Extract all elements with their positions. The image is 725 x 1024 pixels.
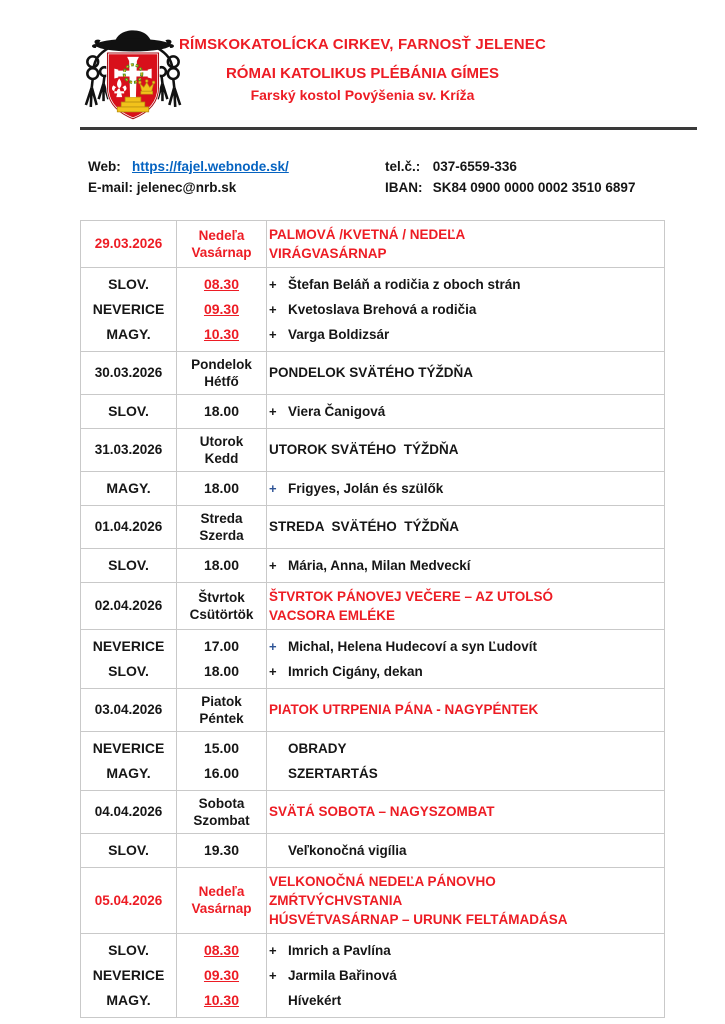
- feast-title-line: VELKONOČNÁ NEDEĽA PÁNOVHO: [269, 873, 496, 889]
- feast-title-cell: [267, 582, 665, 629]
- date-cell: [81, 867, 177, 933]
- table-row: [81, 688, 665, 731]
- table-row: [81, 471, 665, 505]
- time-cell: [177, 731, 267, 790]
- intention-line: [269, 272, 662, 297]
- day-name-line: Pondelok: [191, 356, 252, 372]
- feast-title-line: ŠTVRTOK PÁNOVEJ VEČERE – AZ UTOLSÓ: [269, 588, 554, 604]
- mass-schedule-table: [80, 220, 665, 1018]
- day-name-line: Utorok: [199, 433, 244, 449]
- contact-left-column: [88, 156, 385, 198]
- cross-plus-mark: +: [269, 942, 277, 958]
- day-name-line: Kedd: [204, 450, 239, 466]
- intention-line: [269, 659, 662, 684]
- date-text: 01.04.2026: [94, 519, 163, 535]
- date-cell: [81, 428, 177, 471]
- time-line: 10.30: [203, 991, 240, 1008]
- time-line: 09.30: [203, 300, 240, 317]
- feast-title-cell: [267, 351, 665, 394]
- contact-block: [88, 156, 688, 198]
- feast-title-cell: [267, 505, 665, 548]
- feast-title-line: VIRÁGVASÁRNAP: [269, 245, 387, 261]
- intention-line: [269, 736, 662, 761]
- day-name-line: Sobota: [198, 795, 245, 811]
- place-line: SLOV.: [108, 402, 149, 419]
- time-cell: [177, 267, 267, 351]
- cross-plus-mark: +: [269, 326, 277, 342]
- intention-line: [269, 297, 662, 322]
- intention-line: [269, 838, 662, 863]
- place-cell: [81, 933, 177, 1017]
- date-text: 03.04.2026: [94, 702, 163, 718]
- cross-plus-mark: +: [269, 301, 277, 317]
- day-name-cell: [177, 867, 267, 933]
- iban-label: IBAN:: [385, 179, 423, 195]
- time-line: 18.00: [203, 556, 240, 573]
- feast-title-line: STREDA SVÄTÉHO TÝŽDŇA: [269, 519, 460, 535]
- tel-label: tel.č.:: [385, 158, 421, 174]
- feast-title-line: PONDELOK SVÄTÉHO TÝŽDŇA: [269, 365, 474, 381]
- day-name-cell: [177, 351, 267, 394]
- parish-title-hungarian: RÓMAI KATOLIKUS PLÉBÁNIA GÍMES: [225, 65, 500, 83]
- place-line: SLOV.: [108, 556, 149, 573]
- intention-text: Varga Boldizsár: [288, 326, 390, 342]
- day-name-line: Szerda: [199, 527, 244, 543]
- table-row: [81, 505, 665, 548]
- parish-title-slovak: RÍMSKOKATOLÍCKA CIRKEV, FARNOSŤ JELENEC: [178, 36, 546, 53]
- feast-title-line: SVÄTÁ SOBOTA – NAGYSZOMBAT: [269, 804, 495, 820]
- time-line: 18.00: [203, 479, 240, 496]
- crown-icon: [139, 80, 155, 95]
- intention-line: [269, 553, 662, 578]
- intention-line: [269, 399, 662, 424]
- intention-cell: [267, 394, 665, 428]
- time-cell: [177, 833, 267, 867]
- table-row: [81, 351, 665, 394]
- day-name-line: Péntek: [199, 710, 244, 726]
- table-row: [81, 833, 665, 867]
- place-line: SLOV.: [108, 662, 149, 679]
- intention-text: Imrich a Pavlína: [288, 942, 391, 958]
- place-line: SLOV.: [108, 275, 149, 292]
- date-text: 30.03.2026: [94, 365, 163, 381]
- place-cell: [81, 833, 177, 867]
- day-name-line: Streda: [200, 510, 243, 526]
- parish-coat-of-arms-icon: [79, 26, 187, 130]
- iban-line: [385, 177, 688, 198]
- feast-title-cell: [267, 688, 665, 731]
- intention-line: [269, 988, 662, 1013]
- place-line: NEVERICE: [92, 300, 165, 317]
- day-name-line: Szombat: [193, 812, 250, 828]
- place-line: SLOV.: [108, 941, 149, 958]
- intention-cell: [267, 833, 665, 867]
- table-row: [81, 582, 665, 629]
- intention-text: Frigyes, Jolán és szülők: [288, 480, 444, 496]
- contact-right-column: [385, 156, 688, 198]
- cross-plus-mark: +: [269, 557, 277, 573]
- date-text: 05.04.2026: [94, 892, 163, 908]
- tel-line: [385, 156, 688, 177]
- feast-title-line: HÚSVÉTVASÁRNAP – URUNK FELTÁMADÁSA: [269, 911, 568, 927]
- table-row: [81, 394, 665, 428]
- table-row: [81, 867, 665, 933]
- date-cell: [81, 351, 177, 394]
- place-line: MAGY.: [106, 325, 151, 342]
- date-cell: [81, 582, 177, 629]
- intention-text: Viera Čanigová: [288, 403, 386, 419]
- day-name-cell: [177, 688, 267, 731]
- place-cell: [81, 731, 177, 790]
- intention-line: [269, 322, 662, 347]
- day-name-line: Nedeľa: [198, 227, 245, 243]
- place-cell: [81, 471, 177, 505]
- email-label: E-mail:: [88, 179, 134, 195]
- time-cell: [177, 629, 267, 688]
- table-row: [81, 220, 665, 267]
- tel-value: 037-6559-336: [432, 158, 517, 174]
- intention-text: Veľkonočná vigília: [288, 842, 407, 858]
- web-label: Web:: [88, 158, 121, 174]
- page-header: [0, 0, 725, 103]
- date-cell: [81, 790, 177, 833]
- intention-line: [269, 963, 662, 988]
- feast-title-line: PALMOVÁ /KVETNÁ / NEDEĽA: [269, 226, 466, 242]
- intention-line: [269, 938, 662, 963]
- galero-cord-left-icon: [86, 48, 109, 107]
- time-cell: [177, 394, 267, 428]
- day-name-line: Vasárnap: [191, 901, 252, 917]
- email-line: [88, 177, 385, 198]
- place-cell: [81, 548, 177, 582]
- schedule-table-body: [81, 220, 665, 1017]
- table-row: [81, 790, 665, 833]
- galero-cord-right-icon: [157, 48, 180, 107]
- cross-plus-mark: +: [269, 480, 277, 496]
- cross-plus-mark: +: [269, 276, 277, 292]
- date-text: 29.03.2026: [94, 236, 163, 252]
- day-name-line: Csütörtök: [189, 606, 254, 622]
- time-line: 18.00: [203, 402, 240, 419]
- day-name-line: Nedeľa: [198, 884, 245, 900]
- intention-line: [269, 476, 662, 501]
- time-line: 19.30: [203, 841, 240, 858]
- intention-text: Mária, Anna, Milan Medveckí: [288, 557, 471, 573]
- intention-line: [269, 761, 662, 786]
- feast-title-line: PIATOK UTRPENIA PÁNA - NAGYPÉNTEK: [269, 702, 539, 718]
- date-text: 02.04.2026: [94, 598, 163, 614]
- place-line: MAGY.: [106, 479, 151, 496]
- intention-cell: [267, 267, 665, 351]
- intention-text: Michal, Helena Hudecoví a syn Ľudovít: [288, 638, 538, 654]
- intention-text: SZERTARTÁS: [288, 765, 378, 781]
- intention-text: OBRADY: [288, 740, 347, 756]
- place-cell: [81, 267, 177, 351]
- feast-title-line: VACSORA EMLÉKE: [269, 607, 396, 623]
- intention-cell: [267, 548, 665, 582]
- header-divider: [80, 127, 697, 130]
- date-cell: [81, 688, 177, 731]
- day-name-line: Hétfő: [204, 373, 239, 389]
- cross-plus-mark: +: [269, 967, 277, 983]
- feast-title-line: ZMŔTVÝCHVSTANIA: [269, 892, 403, 908]
- intention-cell: [267, 933, 665, 1017]
- date-text: 04.04.2026: [94, 804, 163, 820]
- day-name-cell: [177, 790, 267, 833]
- feast-title-cell: [267, 428, 665, 471]
- place-line: NEVERICE: [92, 966, 165, 983]
- time-line: 15.00: [203, 739, 240, 756]
- place-line: NEVERICE: [92, 637, 165, 654]
- table-row: [81, 933, 665, 1017]
- place-line: MAGY.: [106, 764, 151, 781]
- cross-plus-mark: +: [269, 403, 277, 419]
- web-line: [88, 156, 385, 177]
- day-name-cell: [177, 582, 267, 629]
- table-row: [81, 548, 665, 582]
- cross-plus-mark: +: [269, 663, 277, 679]
- website-link[interactable]: https://fajel.webnode.sk/: [132, 158, 289, 174]
- time-line: 09.30: [203, 966, 240, 983]
- intention-cell: [267, 629, 665, 688]
- email-value: jelenec@nrb.sk: [136, 179, 237, 195]
- day-name-cell: [177, 220, 267, 267]
- date-text: 31.03.2026: [94, 442, 163, 458]
- table-row: [81, 629, 665, 688]
- time-line: 16.00: [203, 764, 240, 781]
- intention-text: Jarmila Bařinová: [288, 967, 397, 983]
- day-name-line: Štvrtok: [198, 589, 245, 605]
- galero-hat-icon: [92, 30, 174, 51]
- intention-text: Imrich Cigány, dekan: [288, 663, 423, 679]
- intention-text: Hívekért: [288, 992, 342, 1008]
- day-name-line: Vasárnap: [191, 244, 252, 260]
- day-name-cell: [177, 428, 267, 471]
- church-subtitle: Farský kostol Povýšenia sv. Kríža: [250, 86, 475, 103]
- time-line: 08.30: [203, 275, 240, 292]
- time-line: 10.30: [203, 325, 240, 342]
- iban-value: SK84 0900 0000 0002 3510 6897: [432, 179, 636, 195]
- place-cell: [81, 394, 177, 428]
- table-row: [81, 428, 665, 471]
- time-line: 17.00: [203, 637, 240, 654]
- time-cell: [177, 933, 267, 1017]
- intention-line: [269, 634, 662, 659]
- intention-cell: [267, 471, 665, 505]
- intention-text: Kvetoslava Brehová a rodičia: [288, 301, 477, 317]
- time-line: 08.30: [203, 941, 240, 958]
- feast-title-cell: [267, 790, 665, 833]
- cross-plus-mark: +: [269, 638, 277, 654]
- day-name-cell: [177, 505, 267, 548]
- day-name-line: Piatok: [201, 693, 242, 709]
- time-cell: [177, 471, 267, 505]
- time-line: 18.00: [203, 662, 240, 679]
- intention-text: Štefan Beláň a rodičia z oboch strán: [288, 276, 521, 292]
- feast-title-cell: [267, 220, 665, 267]
- place-line: NEVERICE: [92, 739, 165, 756]
- place-cell: [81, 629, 177, 688]
- place-line: MAGY.: [106, 991, 151, 1008]
- intention-cell: [267, 731, 665, 790]
- date-cell: [81, 220, 177, 267]
- feast-title-cell: [267, 867, 665, 933]
- table-row: [81, 267, 665, 351]
- place-line: SLOV.: [108, 841, 149, 858]
- table-row: [81, 731, 665, 790]
- date-cell: [81, 505, 177, 548]
- time-cell: [177, 548, 267, 582]
- feast-title-line: UTOROK SVÄTÉHO TÝŽDŇA: [269, 442, 459, 458]
